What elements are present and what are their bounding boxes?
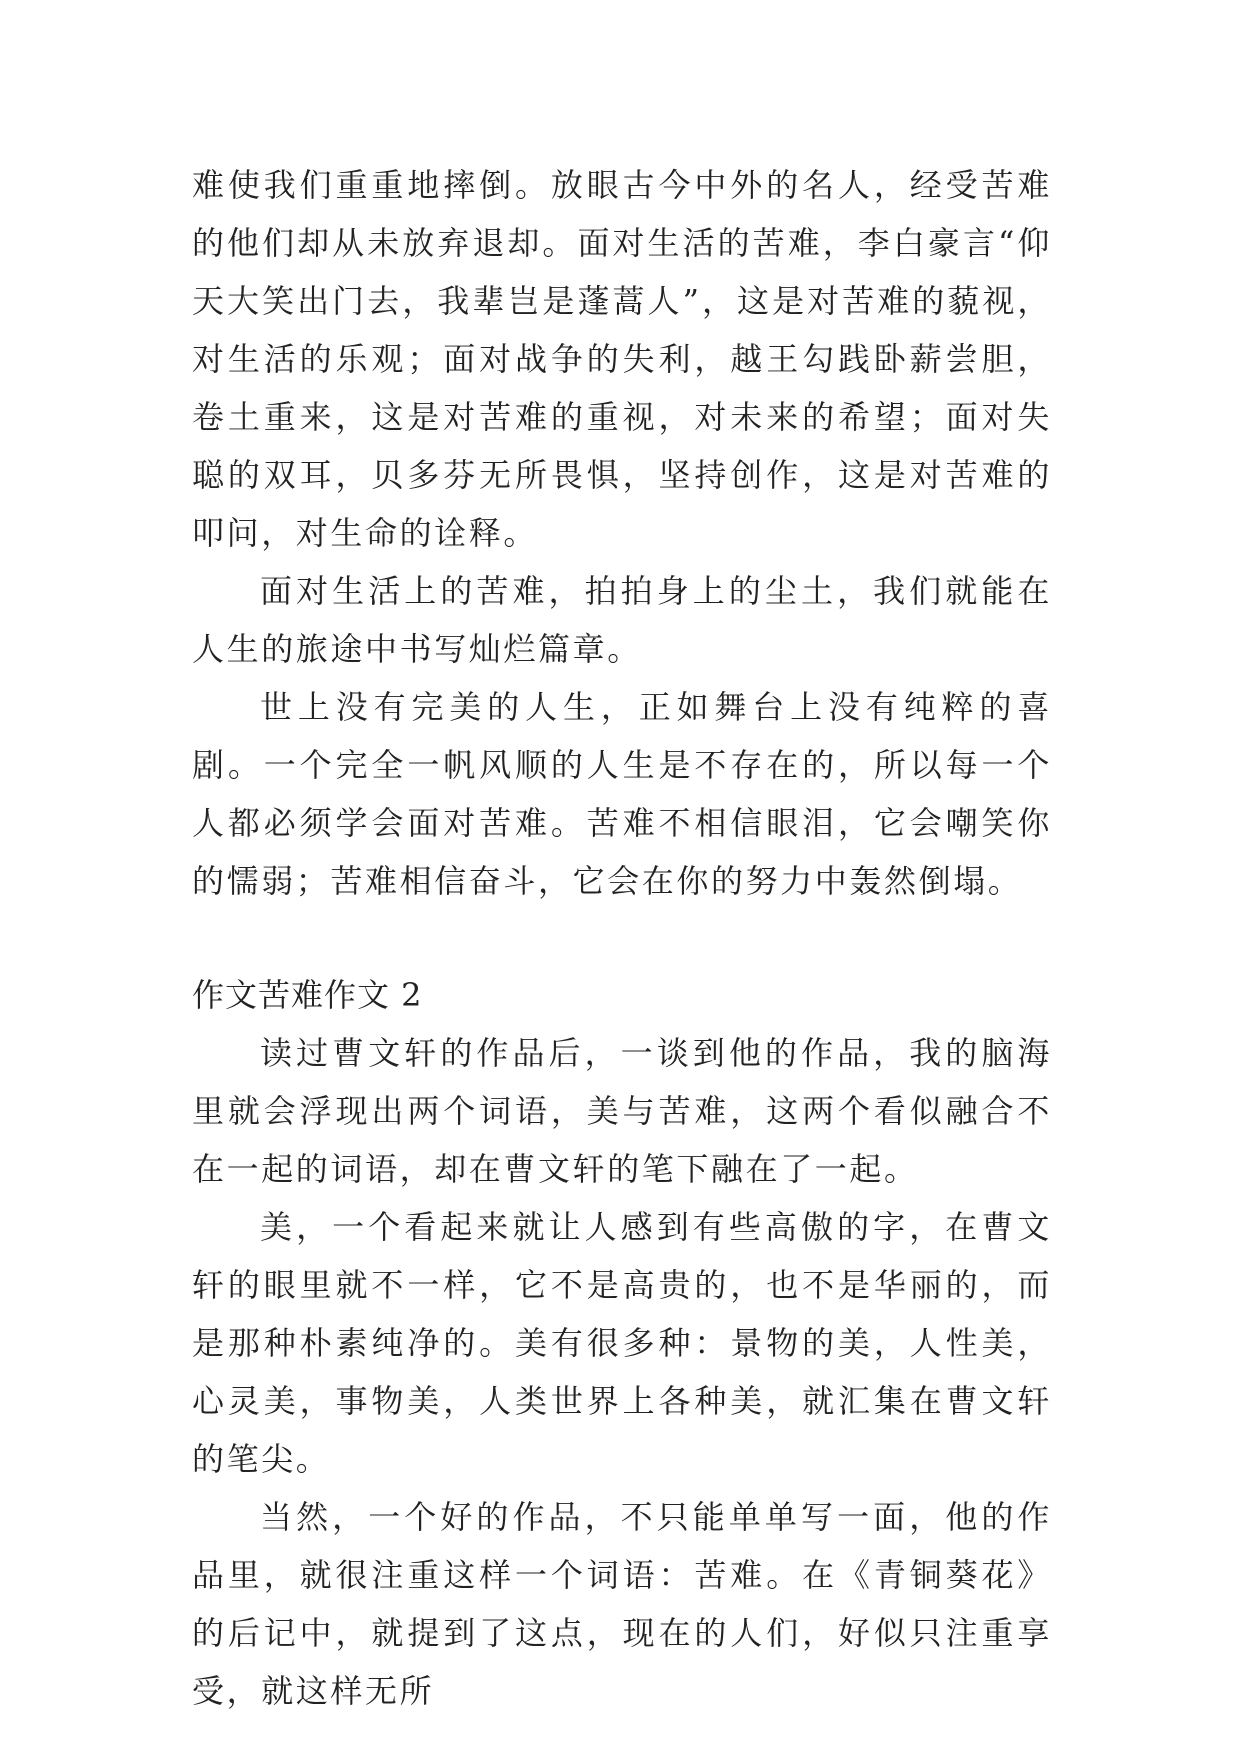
document-body [192,156,1052,1720]
paragraph: 面对生活上的苦难，拍拍身上的尘土，我们就能在人生的旅途中书写灿烂篇章。 [192,572,1052,668]
paragraph: 读过曹文轩的作品后，一谈到他的作品，我的脑海里就会浮现出两个词语，美与苦难，这两个看似融合不在一起的词语，却在曹文轩的笔下融在了一起。 [192,1034,1052,1188]
paragraph: 当然，一个好的作品，不只能单单写一面，他的作品里，就很注重这样一个词语：苦难。在《青铜葵花》的后记中，就提到了这点，现在的人们，好似只注重享受，就这样无所 [192,1498,1052,1710]
paragraph: 美，一个看起来就让人感到有些高傲的字，在曹文轩的眼里就不一样，它不是高贵的，也不是华丽的，而是那种朴素纯净的。美有很多种：景物的美，人性美，心灵美，事物美，人类世界上各种美，就汇集在曹文轩的笔尖。 [192,1208,1052,1478]
paragraph: 世上没有完美的人生，正如舞台上没有纯粹的喜剧。一个完全一帆风顺的人生是不存在的，所以每一个人都必须学会面对苦难。苦难不相信眼泪，它会嘲笑你的懦弱；苦难相信奋斗，它会在你的努力中轰然倒塌。 [192,688,1052,900]
paragraph-continued: 难使我们重重地摔倒。放眼古今中外的名人，经受苦难的他们却从未放弃退却。面对生活的苦难，李白豪言“仰天大笑出门去，我辈岂是蓬蒿人”，这是对苦难的藐视，对生活的乐观；面对战争的失利，越王勾践卧薪尝胆，卷土重来，这是对苦难的重视，对未来的希望；面对失聪的双耳，贝多芬无所畏惧，坚持创作，这是对苦难的叩问，对生命的诠释。 [192,166,1052,552]
section-title: 作文苦难作文 2 [192,976,423,1014]
